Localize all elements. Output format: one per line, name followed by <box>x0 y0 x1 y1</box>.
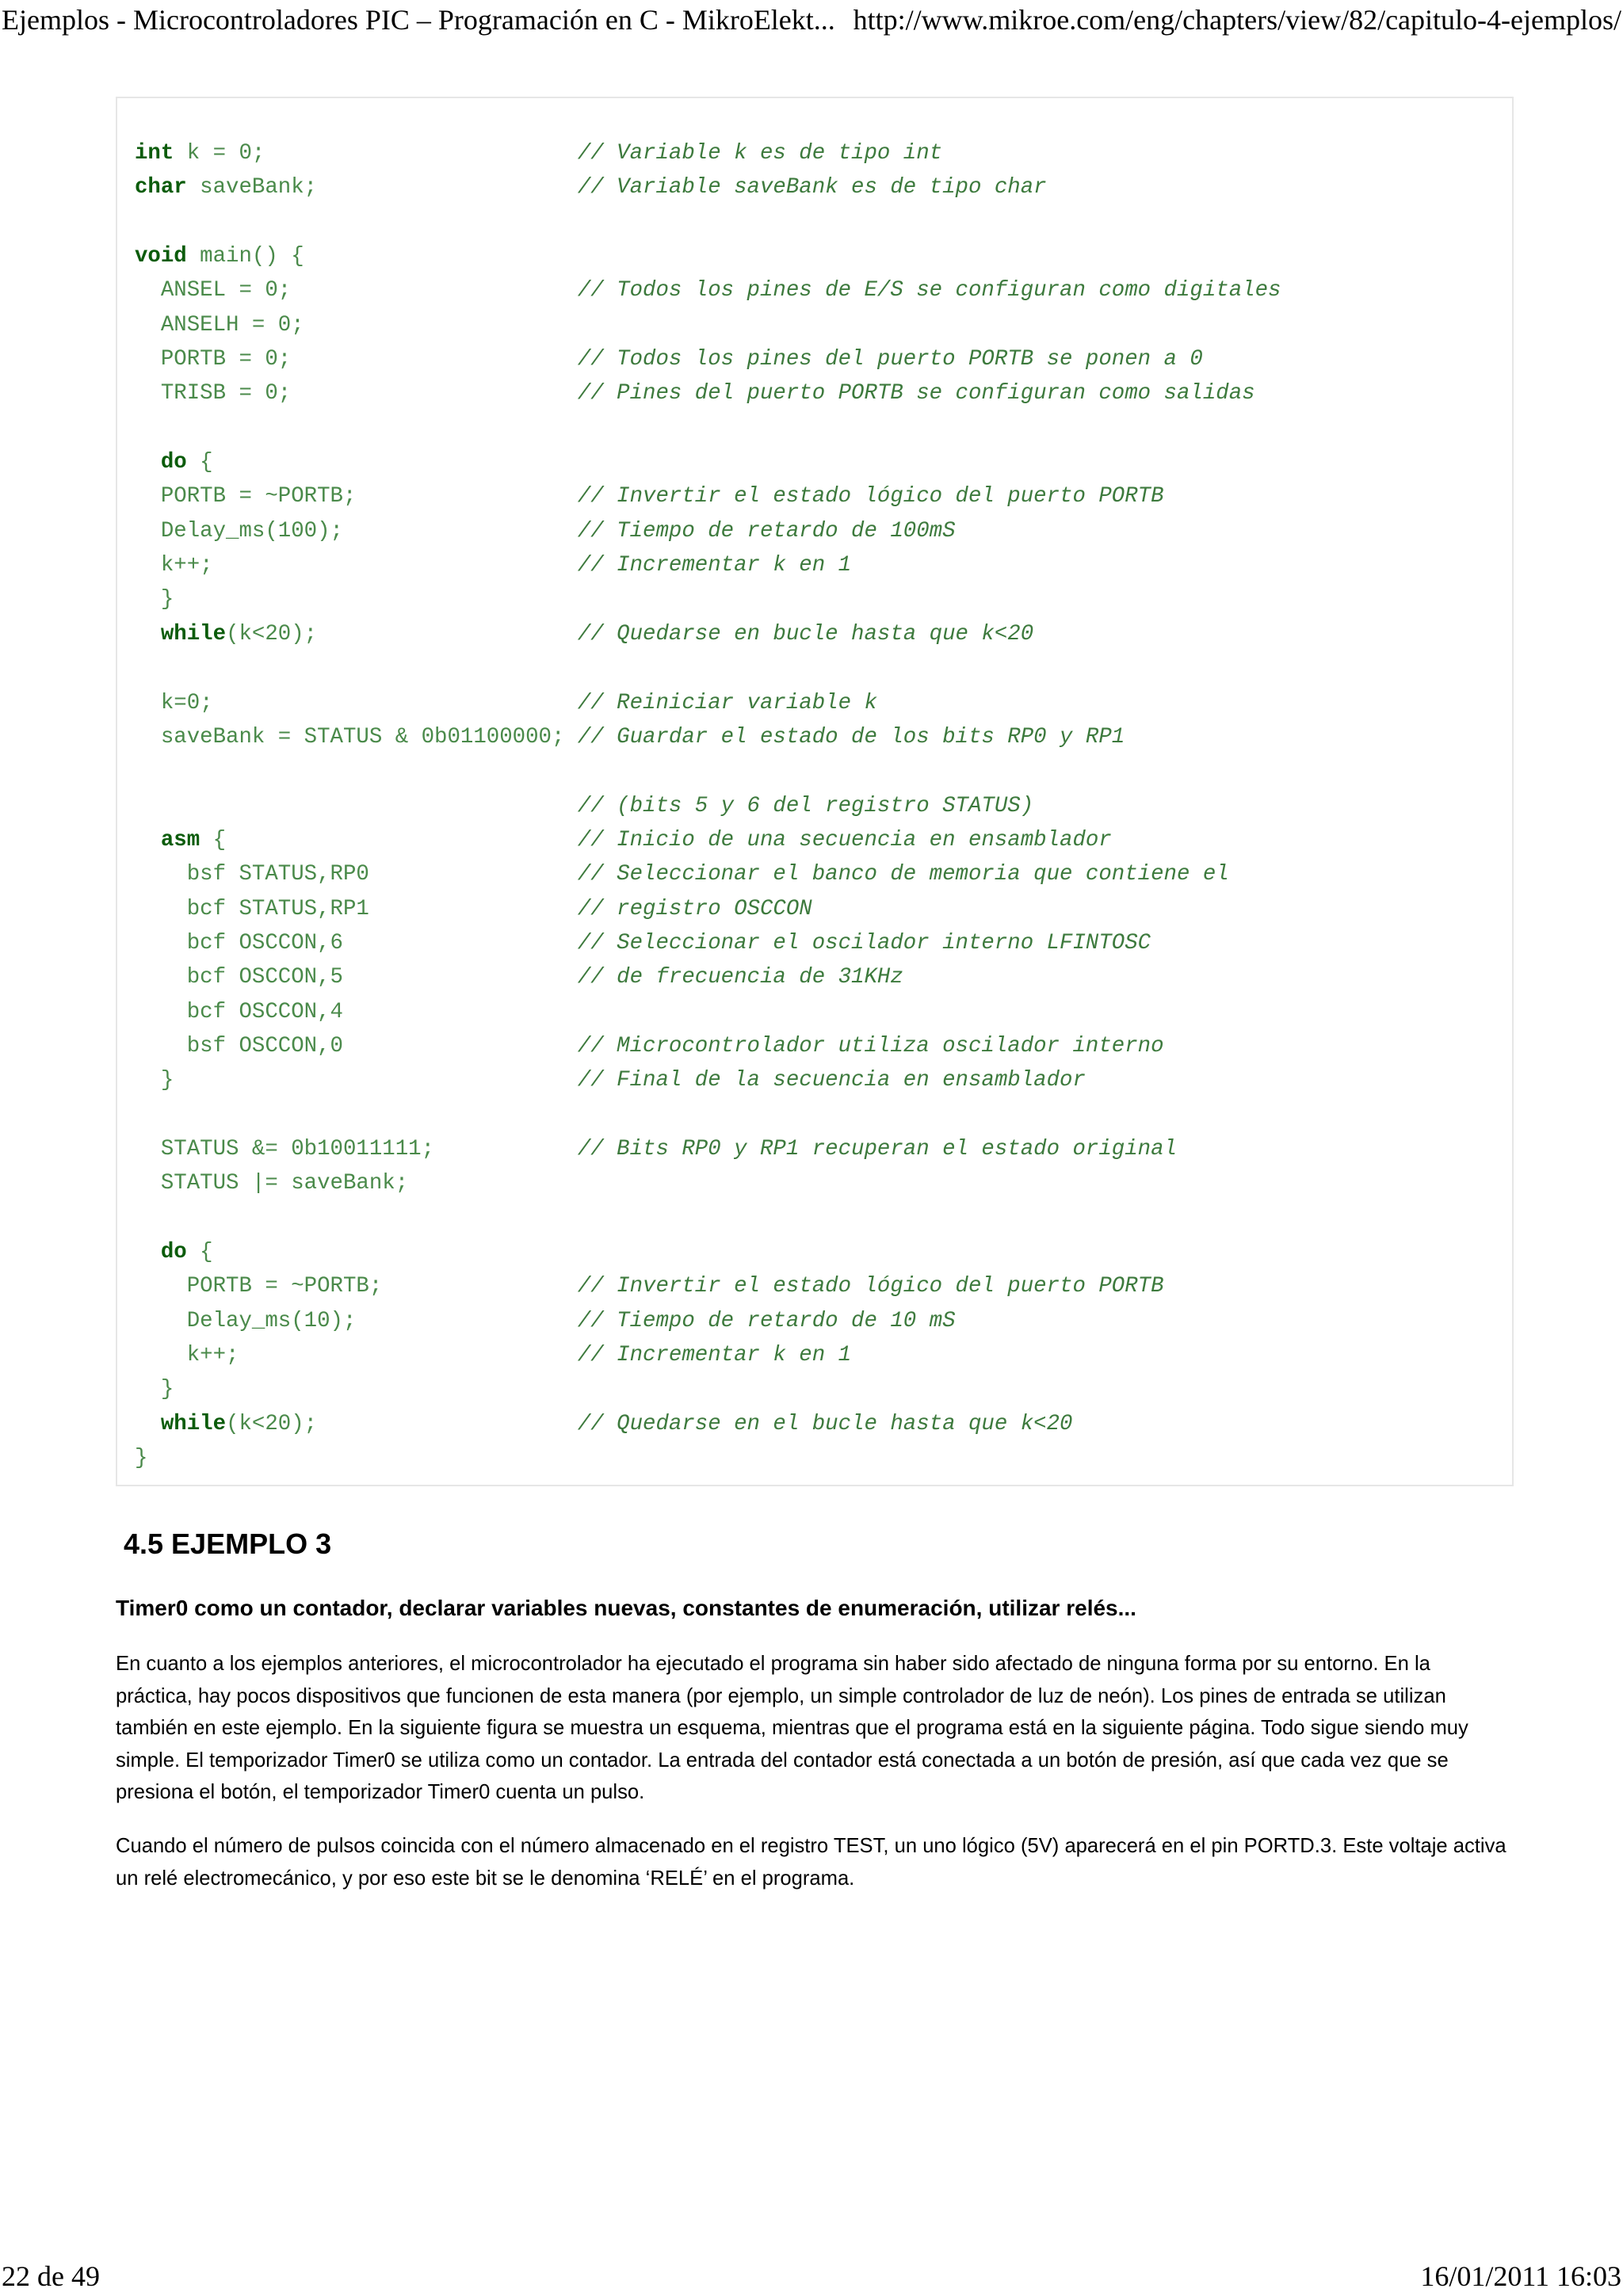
code-line <box>135 136 1281 170</box>
code-text: PORTB = 0; <box>135 347 292 372</box>
code-line <box>135 960 1281 994</box>
code-text: TRISB = 0; <box>135 381 292 406</box>
code-padding <box>239 1343 578 1367</box>
code-text: k = 0; <box>174 141 265 166</box>
code-text: (k<20); <box>226 621 318 646</box>
code-padding <box>564 725 577 749</box>
code-line <box>135 857 1281 891</box>
code-line <box>135 1201 1281 1235</box>
code-padding <box>317 175 578 200</box>
code-comment: // Final de la secuencia en ensamblador <box>577 1068 1086 1093</box>
code-line <box>135 1132 1281 1166</box>
code-comment: // Quedarse en el bucle hasta que k<20 <box>577 1411 1073 1436</box>
code-text <box>135 450 161 475</box>
code-comment: // Reiniciar variable k <box>577 690 877 715</box>
code-line <box>135 273 1281 307</box>
code-keyword: while <box>160 1411 227 1436</box>
paragraph-1: En cuanto a los ejemplos anteriores, el microcontrolador ha ejecutado el programa sin haber sido afectado de ninguna forma por su entorno. En la práctica, hay pocos dispositivos que funcionen de esta manera (por ejemplo, un simple controlador de luz de neón). Los pines de entrada se utilizan también en este ejemplo. En la siguiente figura se muestra un esquema, mientras que el programa está en la siguiente página. Todo sigue siendo muy simple. El temporizador Timer0 se utiliza como un contador. La entrada del contador está conectada a un botón de presión, así que cada vez que se presiona el botón, el temporizador Timer0 cuenta un pulso. <box>116 1653 1468 1804</box>
code-line <box>135 1407 1281 1441</box>
code-comment: // Quedarse en bucle hasta que k<20 <box>577 621 1034 646</box>
page-number: 22 de 49 <box>2 2260 100 2292</box>
code-text: } <box>135 587 174 612</box>
code-line <box>135 1235 1281 1269</box>
code-listing <box>135 136 1281 1475</box>
code-padding <box>343 931 578 955</box>
code-text <box>135 828 161 852</box>
code-padding <box>317 1412 578 1436</box>
code-comment: // Todos los pines del puerto PORTB se ponen a 0 <box>577 347 1203 372</box>
code-text: bsf OSCCON,0 <box>135 1033 343 1058</box>
section-subtitle: Timer0 como un contador, declarar variables nuevas, constantes de enumeración, utilizar relés... <box>116 1596 1136 1620</box>
code-padding <box>291 347 578 372</box>
code-line <box>135 342 1281 376</box>
code-line <box>135 892 1281 926</box>
code-padding <box>291 278 578 303</box>
code-line <box>135 1098 1281 1132</box>
code-text: } <box>135 1377 174 1402</box>
code-line <box>135 617 1281 651</box>
code-padding <box>369 897 578 921</box>
code-text: k++; <box>135 553 213 578</box>
code-comment: // Seleccionar el oscilador interno LFINTOSC <box>577 930 1151 955</box>
code-line <box>135 1441 1281 1475</box>
code-comment: // Incrementar k en 1 <box>577 553 852 578</box>
code-keyword: void <box>135 244 187 269</box>
code-text: STATUS |= saveBank; <box>135 1171 409 1196</box>
code-line <box>135 1166 1281 1200</box>
code-text: { <box>186 450 213 475</box>
code-line <box>135 651 1281 685</box>
code-text: bsf STATUS,RP0 <box>135 862 369 887</box>
code-line <box>135 1372 1281 1406</box>
code-line <box>135 995 1281 1029</box>
code-text: { <box>200 827 227 852</box>
code-line <box>135 1269 1281 1303</box>
code-comment: // Variable saveBank es de tipo char <box>577 175 1047 200</box>
code-line <box>135 1338 1281 1372</box>
code-comment: // Guardar el estado de los bits RP0 y RP1 <box>577 724 1125 749</box>
code-comment: // Inicio de una secuencia en ensamblador <box>577 827 1112 852</box>
code-line <box>135 1304 1281 1338</box>
code-text: PORTB = ~PORTB; <box>135 1274 383 1299</box>
code-line <box>135 686 1281 720</box>
code-padding <box>356 484 577 509</box>
code-padding <box>356 1309 577 1333</box>
code-text: saveBank = STATUS & 0b01100000; <box>135 724 565 749</box>
code-padding <box>343 519 578 543</box>
code-keyword: do <box>160 1240 187 1264</box>
code-text: STATUS &= 0b10011111; <box>135 1136 435 1161</box>
code-padding <box>213 691 578 715</box>
code-comment: // Tiempo de retardo de 10 mS <box>577 1308 956 1333</box>
code-line <box>135 926 1281 960</box>
code-text: } <box>135 1446 148 1471</box>
page-header-url[interactable]: http://www.mikroe.com/eng/chapters/view/82/capitulo-4-ejemplos/ <box>853 4 1621 36</box>
code-line <box>135 239 1281 273</box>
code-comment: // Microcontrolador utiliza oscilador interno <box>577 1033 1164 1058</box>
code-text: k++; <box>135 1343 239 1368</box>
code-padding <box>265 141 578 166</box>
code-comment: // Invertir el estado lógico del puerto PORTB <box>577 484 1164 509</box>
section-title: 4.5 EJEMPLO 3 <box>124 1527 332 1560</box>
code-text: (k<20); <box>226 1411 318 1436</box>
code-line <box>135 170 1281 204</box>
code-text: saveBank; <box>186 175 318 200</box>
code-text: bcf STATUS,RP1 <box>135 896 369 921</box>
code-text: bcf OSCCON,5 <box>135 965 343 990</box>
code-text <box>135 1412 161 1436</box>
code-comment: // Pines del puerto PORTB se configuran como salidas <box>577 381 1255 406</box>
code-comment: // Todos los pines de E/S se configuran como digitales <box>577 278 1281 303</box>
code-comment: // Bits RP0 y RP1 recuperan el estado original <box>577 1136 1177 1161</box>
code-text: ANSEL = 0; <box>135 278 292 303</box>
code-comment: // (bits 5 y 6 del registro STATUS) <box>577 793 1034 818</box>
code-padding <box>434 1137 578 1161</box>
code-padding <box>174 1068 578 1093</box>
code-block <box>116 97 1514 1486</box>
code-comment: // registro OSCCON <box>577 896 812 921</box>
code-padding <box>291 381 578 406</box>
code-line <box>135 445 1281 479</box>
code-comment: // de frecuencia de 31KHz <box>577 965 903 990</box>
code-padding <box>343 965 578 990</box>
code-padding <box>226 828 578 852</box>
code-comment: // Seleccionar el banco de memoria que contiene el <box>577 862 1229 887</box>
code-line <box>135 376 1281 410</box>
code-padding <box>317 622 578 646</box>
code-text: k=0; <box>135 690 213 715</box>
code-text: ANSELH = 0; <box>135 312 304 338</box>
code-keyword: do <box>160 450 187 475</box>
code-comment: // Variable k es de tipo int <box>577 141 943 166</box>
code-keyword: int <box>135 141 174 166</box>
code-text: { <box>186 1240 213 1264</box>
paragraph-2: Cuando el número de pulsos coincida con el número almacenado en el registro TEST, un uno lógico (5V) aparecerá en el pin PORTD.3. Este voltaje activa un relé electromecánico, y por eso este bit se le denomina ‘RELÉ’ en el programa. <box>116 1835 1507 1890</box>
print-datetime: 16/01/2011 16:03 <box>1420 2260 1621 2292</box>
code-line <box>135 754 1281 788</box>
code-text: Delay_ms(10); <box>135 1308 357 1333</box>
page-header-title: Ejemplos - Microcontroladores PIC – Programación en C - MikroElekt... <box>2 4 835 36</box>
code-line <box>135 479 1281 513</box>
code-text: PORTB = ~PORTB; <box>135 484 357 509</box>
code-padding <box>382 1274 578 1299</box>
code-line <box>135 514 1281 548</box>
code-text: } <box>135 1068 174 1093</box>
code-line <box>135 789 1281 823</box>
code-text <box>135 1240 161 1264</box>
code-text <box>135 622 161 646</box>
code-line <box>135 582 1281 616</box>
code-comment: // Invertir el estado lógico del puerto PORTB <box>577 1274 1164 1299</box>
code-line <box>135 548 1281 582</box>
code-comment: // Tiempo de retardo de 100mS <box>577 518 956 543</box>
code-line <box>135 411 1281 445</box>
code-text: main() { <box>186 244 304 269</box>
code-text: Delay_ms(100); <box>135 518 343 543</box>
code-padding <box>135 794 578 818</box>
code-text: bcf OSCCON,4 <box>135 999 343 1024</box>
code-padding <box>213 553 578 578</box>
code-line <box>135 720 1281 754</box>
code-keyword: asm <box>160 827 200 852</box>
code-line <box>135 308 1281 342</box>
code-keyword: char <box>135 175 187 200</box>
code-padding <box>369 862 578 887</box>
code-comment: // Incrementar k en 1 <box>577 1343 852 1368</box>
code-line <box>135 1029 1281 1063</box>
code-keyword: while <box>160 621 227 646</box>
code-text: bcf OSCCON,6 <box>135 930 343 955</box>
code-line <box>135 1063 1281 1097</box>
code-line <box>135 205 1281 239</box>
code-padding <box>343 1034 578 1058</box>
code-line <box>135 823 1281 857</box>
